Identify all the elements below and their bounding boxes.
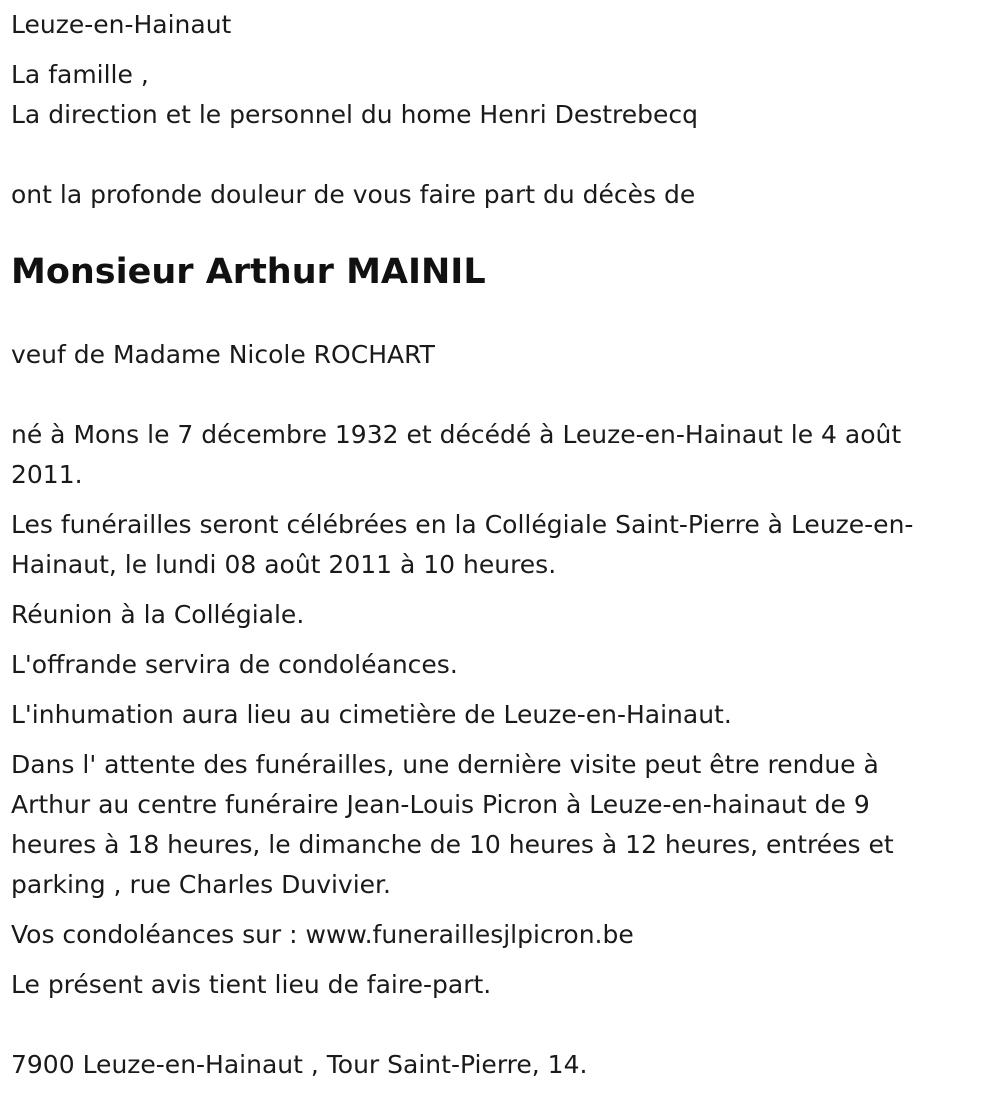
- address-line: 7900 Leuze-en-Hainaut , Tour Saint-Pierre, 14.: [11, 1050, 588, 1079]
- visit-paragraph: Dans l' attente des funérailles, une dernière visite peut être rendue à Arthur au centre funéraire Jean-Louis Picron à Leuze-en-hainaut de 9 heures à 18 heures, le dimanche de 10 heures à 12 heures, entrées et parking , rue Charles Duvivier.: [11, 750, 894, 899]
- burial-line: L'inhumation aura lieu au cimetière de Leuze-en-Hainaut.: [11, 700, 732, 729]
- birth-death-paragraph: né à Mons le 7 décembre 1932 et décédé à Leuze-en-Hainaut le 4 août 2011.: [11, 420, 902, 489]
- direction-line: La direction et le personnel du home Henri Destrebecq: [11, 100, 699, 129]
- family-line: La famille ,: [11, 60, 149, 89]
- town-heading: Leuze-en-Hainaut: [11, 10, 232, 39]
- reunion-line: Réunion à la Collégiale.: [11, 600, 305, 629]
- notice-note-line: Le présent avis tient lieu de faire-part.: [11, 970, 492, 999]
- announcement-line: ont la profonde douleur de vous faire part du décès de: [11, 180, 696, 209]
- funeral-paragraph: Les funérailles seront célébrées en la Collégiale Saint-Pierre à Leuze-en-Hainaut, le lundi 08 août 2011 à 10 heures.: [11, 510, 914, 579]
- widower-line: veuf de Madame Nicole ROCHART: [11, 340, 435, 369]
- offering-line: L'offrande servira de condoléances.: [11, 650, 458, 679]
- condolences-line: Vos condoléances sur : www.funeraillesjlpicron.be: [11, 920, 634, 949]
- obituary-notice: [11, 0, 961, 1085]
- deceased-name: Monsieur Arthur MAINIL: [11, 252, 486, 292]
